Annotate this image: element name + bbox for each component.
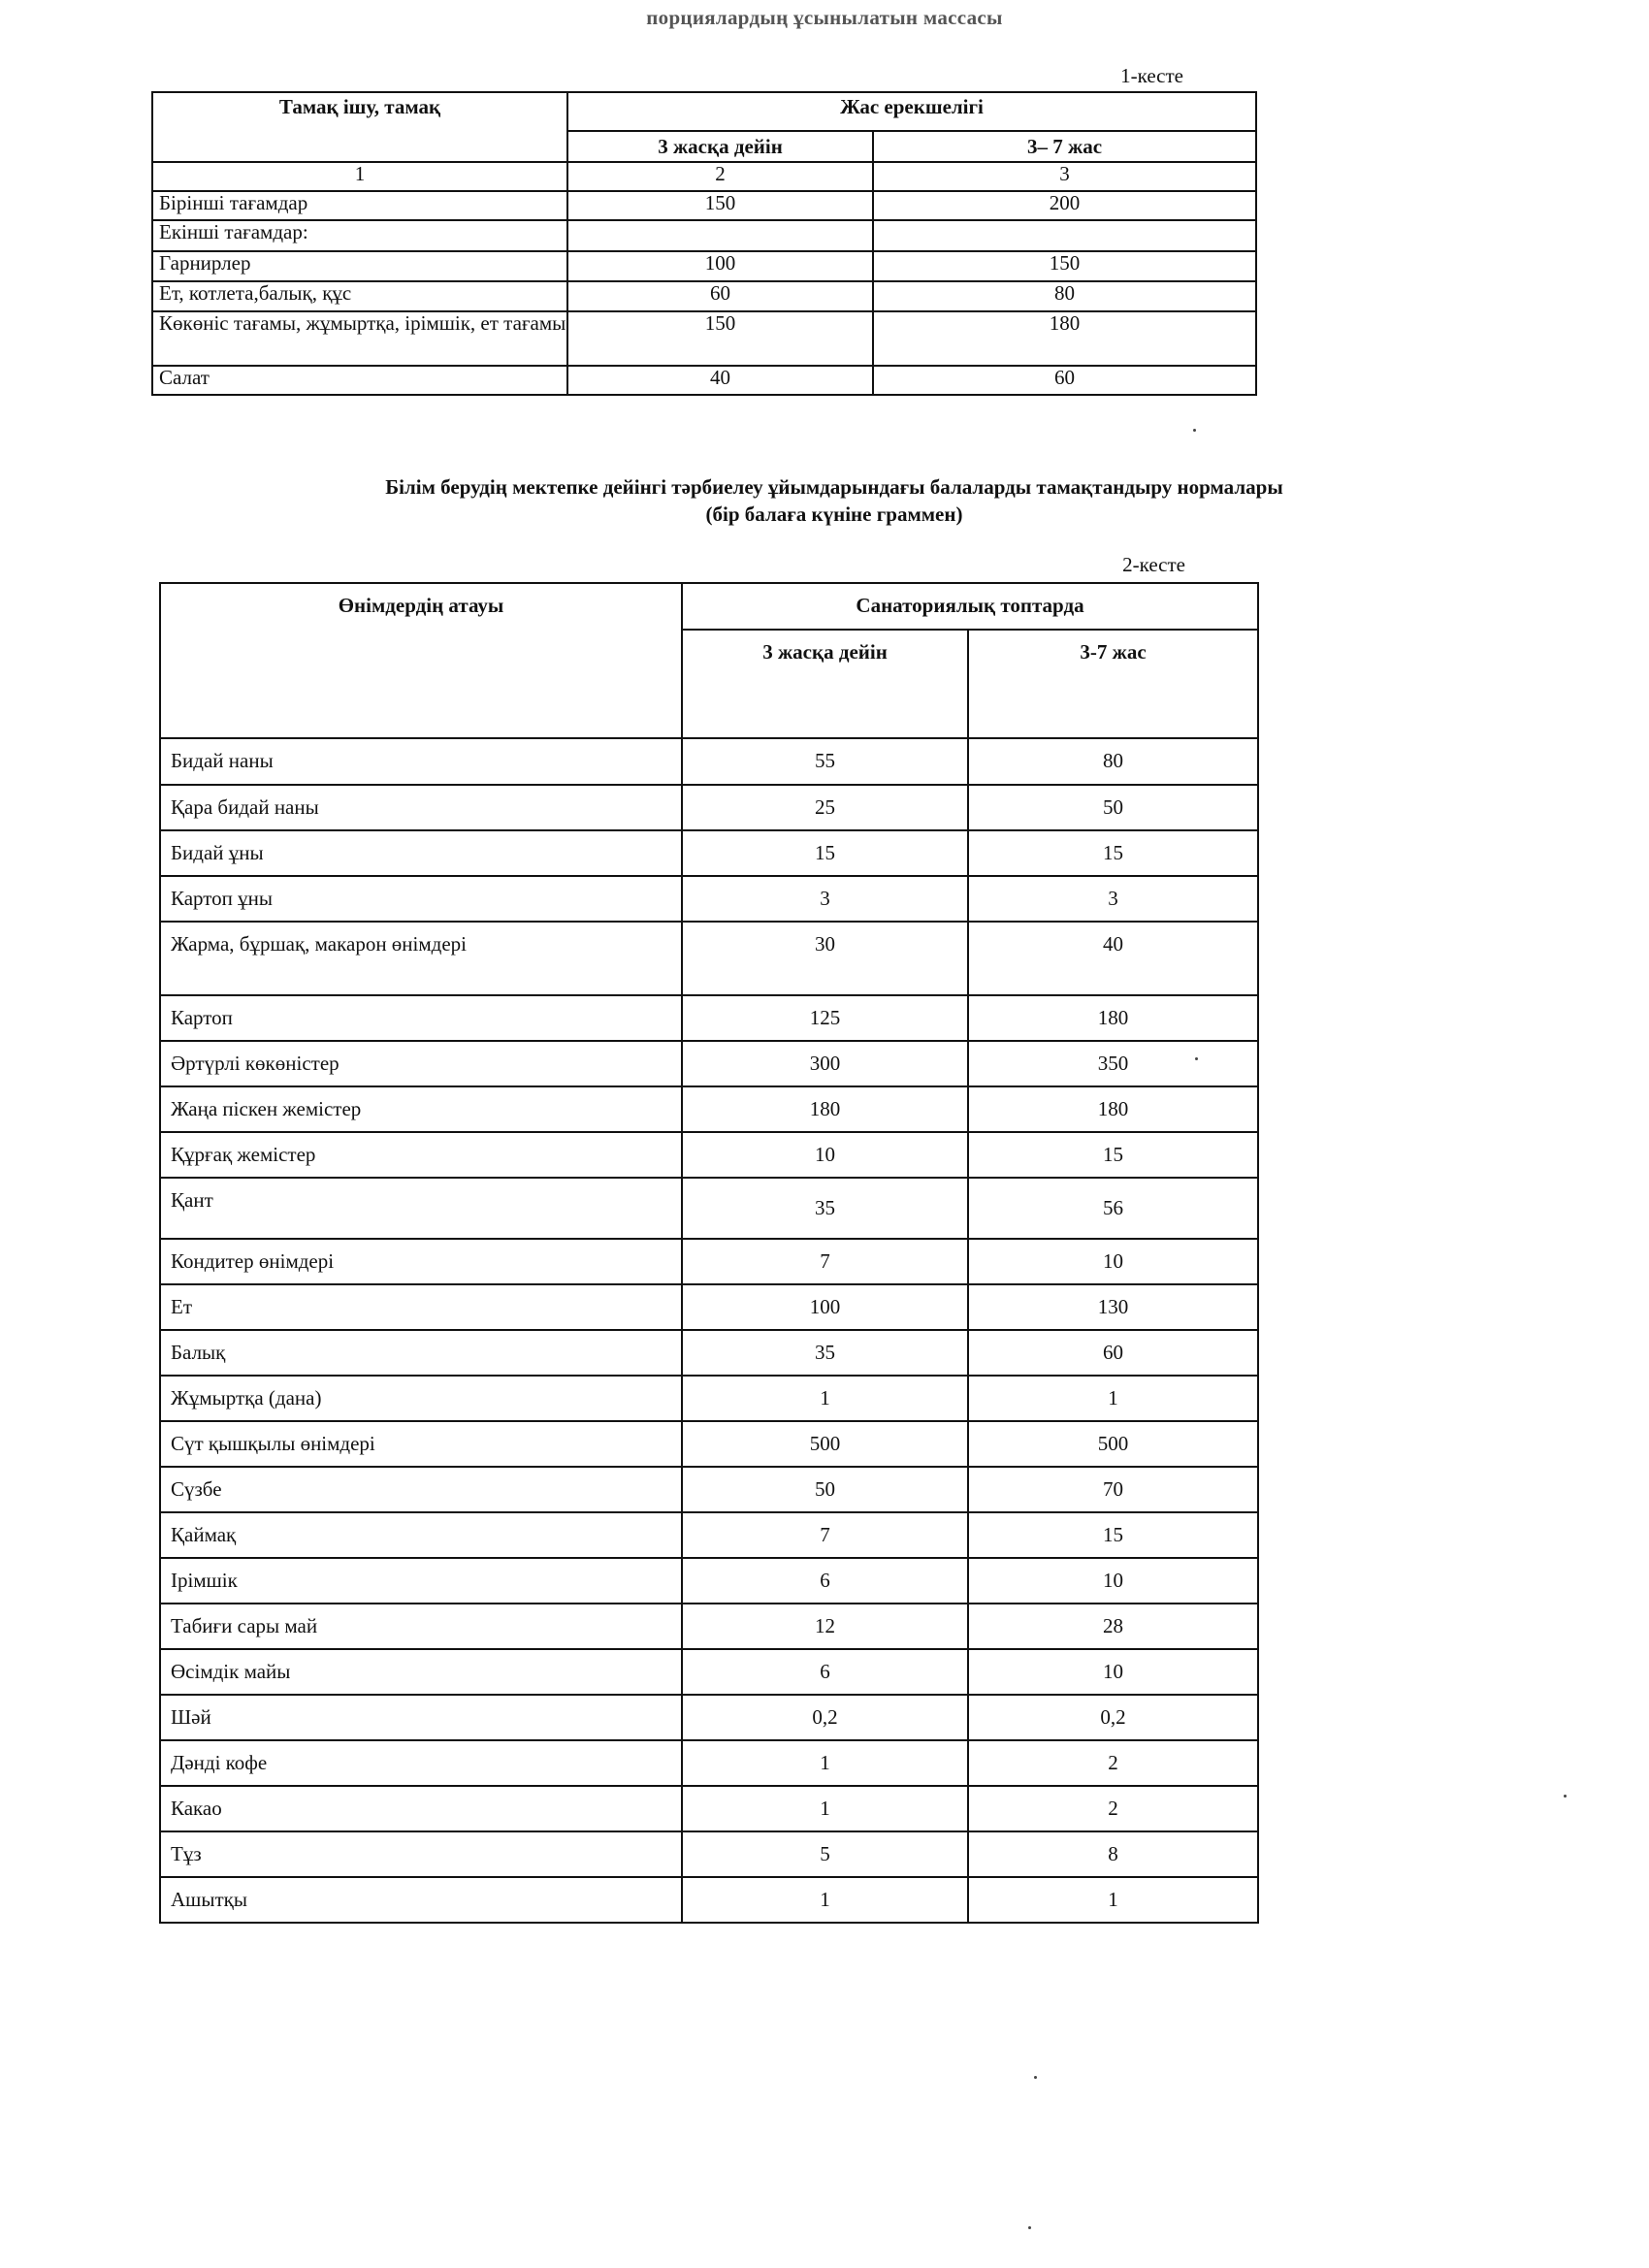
table2-row <box>160 738 1258 785</box>
scan-speck <box>1028 2226 1031 2229</box>
table1-row <box>152 311 1256 366</box>
table2-row <box>160 1467 1258 1512</box>
table2-value-under3: 30 <box>682 922 968 995</box>
table1-value-under3: 100 <box>567 251 873 281</box>
table2-value-age3-7: 3 <box>968 876 1258 922</box>
table2-value-age3-7: 10 <box>968 1239 1258 1284</box>
table2-value-under3: 1 <box>682 1786 968 1831</box>
table2-number: 2-кесте <box>1122 553 1185 576</box>
table2-value-under3: 3 <box>682 876 968 922</box>
table1-value-under3: 150 <box>567 311 873 366</box>
table2-value-age3-7: 500 <box>968 1421 1258 1467</box>
table2-value-under3: 125 <box>682 995 968 1041</box>
table2-row <box>160 1284 1258 1330</box>
table2-value-under3: 6 <box>682 1649 968 1695</box>
table2-row <box>160 1649 1258 1695</box>
table1-header-under3: 3 жасқа дейін <box>567 131 873 162</box>
table2-row <box>160 1740 1258 1786</box>
table1-header-dish: Тамақ ішу, тамақ <box>152 92 567 162</box>
table2-value-age3-7: 80 <box>968 738 1258 785</box>
table2-value-under3: 5 <box>682 1831 968 1877</box>
table2-value-under3: 55 <box>682 738 968 785</box>
table2-value-under3: 35 <box>682 1330 968 1376</box>
table1-dish-name: Екінші тағамдар: <box>152 220 567 251</box>
table2-header-under3: 3 жасқа дейін <box>682 630 968 738</box>
table2-value-age3-7: 1 <box>968 1376 1258 1421</box>
table2-title-line1: Білім берудің мектепке дейінгі тәрбиелеу ұйымдарындағы балаларды тамақтандыру нормалары <box>385 475 1283 499</box>
table2-product-name: Сүзбе <box>160 1467 682 1512</box>
table1-value-under3: 60 <box>567 281 873 311</box>
table2-product-name: Сүт қышқылы өнімдері <box>160 1421 682 1467</box>
table2-row <box>160 1512 1258 1558</box>
table2-row <box>160 1178 1258 1239</box>
table2-value-age3-7: 2 <box>968 1740 1258 1786</box>
scan-speck <box>1564 1795 1567 1798</box>
table1-column-number: 2 <box>567 162 873 191</box>
table2-product-name: Қаймақ <box>160 1512 682 1558</box>
table1-dish-name: Салат <box>152 366 567 395</box>
table2-value-age3-7: 70 <box>968 1467 1258 1512</box>
table2-title-line2: (бір балаға күніне граммен) <box>705 502 963 526</box>
table2-value-age3-7: 28 <box>968 1604 1258 1649</box>
table1-row <box>152 220 1256 251</box>
table2-product-name: Әртүрлі көкөністер <box>160 1041 682 1086</box>
table2-product-name: Тұз <box>160 1831 682 1877</box>
table2-value-under3: 1 <box>682 1376 968 1421</box>
table1-header-age-group: Жас ерекшелігі <box>567 92 1256 131</box>
table2-title <box>155 473 1513 528</box>
table1-dish-name: Гарнирлер <box>152 251 567 281</box>
table2-product-name: Бидай ұны <box>160 830 682 876</box>
table2-value-age3-7: 15 <box>968 1132 1258 1178</box>
table2-value-under3: 1 <box>682 1877 968 1923</box>
table1-value-under3: 40 <box>567 366 873 395</box>
table2-row <box>160 1239 1258 1284</box>
table2-product-name: Өсімдік майы <box>160 1649 682 1695</box>
table1-value-age3-7: 180 <box>873 311 1256 366</box>
table2-value-under3: 10 <box>682 1132 968 1178</box>
table2-row <box>160 1041 1258 1086</box>
table2-product-name: Шәй <box>160 1695 682 1740</box>
table2-value-under3: 500 <box>682 1421 968 1467</box>
table2-header-product: Өнімдердің атауы <box>160 583 682 738</box>
scan-speck <box>1193 429 1196 432</box>
table2-value-age3-7: 1 <box>968 1877 1258 1923</box>
table2-value-age3-7: 50 <box>968 785 1258 830</box>
table2-header-age3-7: 3-7 жас <box>968 630 1258 738</box>
table2-product-name: Табиғи сары май <box>160 1604 682 1649</box>
table2-row <box>160 830 1258 876</box>
table2-value-age3-7: 56 <box>968 1178 1258 1239</box>
table2-value-under3: 12 <box>682 1604 968 1649</box>
table2-value-under3: 180 <box>682 1086 968 1132</box>
table2-value-under3: 6 <box>682 1558 968 1604</box>
table2-value-age3-7: 0,2 <box>968 1695 1258 1740</box>
table2-value-under3: 35 <box>682 1178 968 1239</box>
table2-value-age3-7: 15 <box>968 830 1258 876</box>
table1-value-age3-7: 60 <box>873 366 1256 395</box>
table2-value-age3-7: 130 <box>968 1284 1258 1330</box>
table1-portion-mass <box>151 91 1257 396</box>
table2-value-age3-7: 15 <box>968 1512 1258 1558</box>
table2-product-name: Жаңа піскен жемістер <box>160 1086 682 1132</box>
table2-row <box>160 922 1258 995</box>
table2-value-age3-7: 8 <box>968 1831 1258 1877</box>
table2-row <box>160 1695 1258 1740</box>
table2-value-under3: 1 <box>682 1740 968 1786</box>
table2-product-name: Жарма, бұршақ, макарон өнімдері <box>160 922 682 995</box>
table1-dish-name: Бірінші тағамдар <box>152 191 567 220</box>
table2-row <box>160 1786 1258 1831</box>
table2-row <box>160 1330 1258 1376</box>
table2-product-name: Картоп <box>160 995 682 1041</box>
table1-row <box>152 281 1256 311</box>
table2-product-name: Ет <box>160 1284 682 1330</box>
table2-value-under3: 25 <box>682 785 968 830</box>
table2-row <box>160 1086 1258 1132</box>
table2-row <box>160 995 1258 1041</box>
table2-value-under3: 300 <box>682 1041 968 1086</box>
table2-product-name: Дәнді кофе <box>160 1740 682 1786</box>
table2-value-under3: 15 <box>682 830 968 876</box>
table2-row <box>160 1877 1258 1923</box>
table1-row <box>152 251 1256 281</box>
table2-row <box>160 1558 1258 1604</box>
table2-value-age3-7: 40 <box>968 922 1258 995</box>
table2-value-under3: 0,2 <box>682 1695 968 1740</box>
table1-header-age3-7: 3– 7 жас <box>873 131 1256 162</box>
table2-value-age3-7: 10 <box>968 1558 1258 1604</box>
table2-value-age3-7: 10 <box>968 1649 1258 1695</box>
table2-product-name: Құрғақ жемістер <box>160 1132 682 1178</box>
table2-value-age3-7: 180 <box>968 1086 1258 1132</box>
table2-value-under3: 7 <box>682 1239 968 1284</box>
table2-product-name: Картоп ұны <box>160 876 682 922</box>
table2-product-name: Какао <box>160 1786 682 1831</box>
table2-product-name: Ірімшік <box>160 1558 682 1604</box>
scan-speck <box>1034 2076 1037 2079</box>
table2-header-group: Санаториялық топтарда <box>682 583 1258 630</box>
scan-speck <box>1195 1057 1198 1060</box>
table2-product-name: Жұмыртқа (дана) <box>160 1376 682 1421</box>
table2-product-name: Кондитер өнімдері <box>160 1239 682 1284</box>
table2-product-name: Бидай наны <box>160 738 682 785</box>
table2-value-under3: 7 <box>682 1512 968 1558</box>
table2-value-under3: 50 <box>682 1467 968 1512</box>
table2-value-age3-7: 180 <box>968 995 1258 1041</box>
table2-product-name: Қант <box>160 1178 682 1239</box>
table1-column-number: 3 <box>873 162 1256 191</box>
table1-row <box>152 366 1256 395</box>
table2-body <box>160 738 1258 1923</box>
table2-product-name: Ашытқы <box>160 1877 682 1923</box>
table2-row <box>160 876 1258 922</box>
table2-value-age3-7: 2 <box>968 1786 1258 1831</box>
page-caption: порциялардың ұсынылатын массасы <box>646 6 1003 29</box>
table1-column-number: 1 <box>152 162 567 191</box>
table2-row <box>160 785 1258 830</box>
table2-value-under3: 100 <box>682 1284 968 1330</box>
table2-row <box>160 1604 1258 1649</box>
table2-product-name: Балық <box>160 1330 682 1376</box>
table1-value-age3-7: 80 <box>873 281 1256 311</box>
table2-row <box>160 1831 1258 1877</box>
table1-value-under3 <box>567 220 873 251</box>
table1-dish-name: Көкөніс тағамы, жұмыртқа, ірімшік, ет тағамы <box>152 311 567 366</box>
table1-dish-name: Ет, котлета,балық, құс <box>152 281 567 311</box>
table2-product-name: Қара бидай наны <box>160 785 682 830</box>
table2-row <box>160 1132 1258 1178</box>
table1-value-age3-7: 200 <box>873 191 1256 220</box>
table2-value-age3-7: 350 <box>968 1041 1258 1086</box>
table2-row <box>160 1376 1258 1421</box>
table1-value-age3-7: 150 <box>873 251 1256 281</box>
table1-value-under3: 150 <box>567 191 873 220</box>
table1-row <box>152 191 1256 220</box>
table2-row <box>160 1421 1258 1467</box>
table2-value-age3-7: 60 <box>968 1330 1258 1376</box>
table1-value-age3-7 <box>873 220 1256 251</box>
table2-nutrition-norms <box>159 582 1259 1924</box>
table1-number: 1-кесте <box>1120 64 1183 87</box>
